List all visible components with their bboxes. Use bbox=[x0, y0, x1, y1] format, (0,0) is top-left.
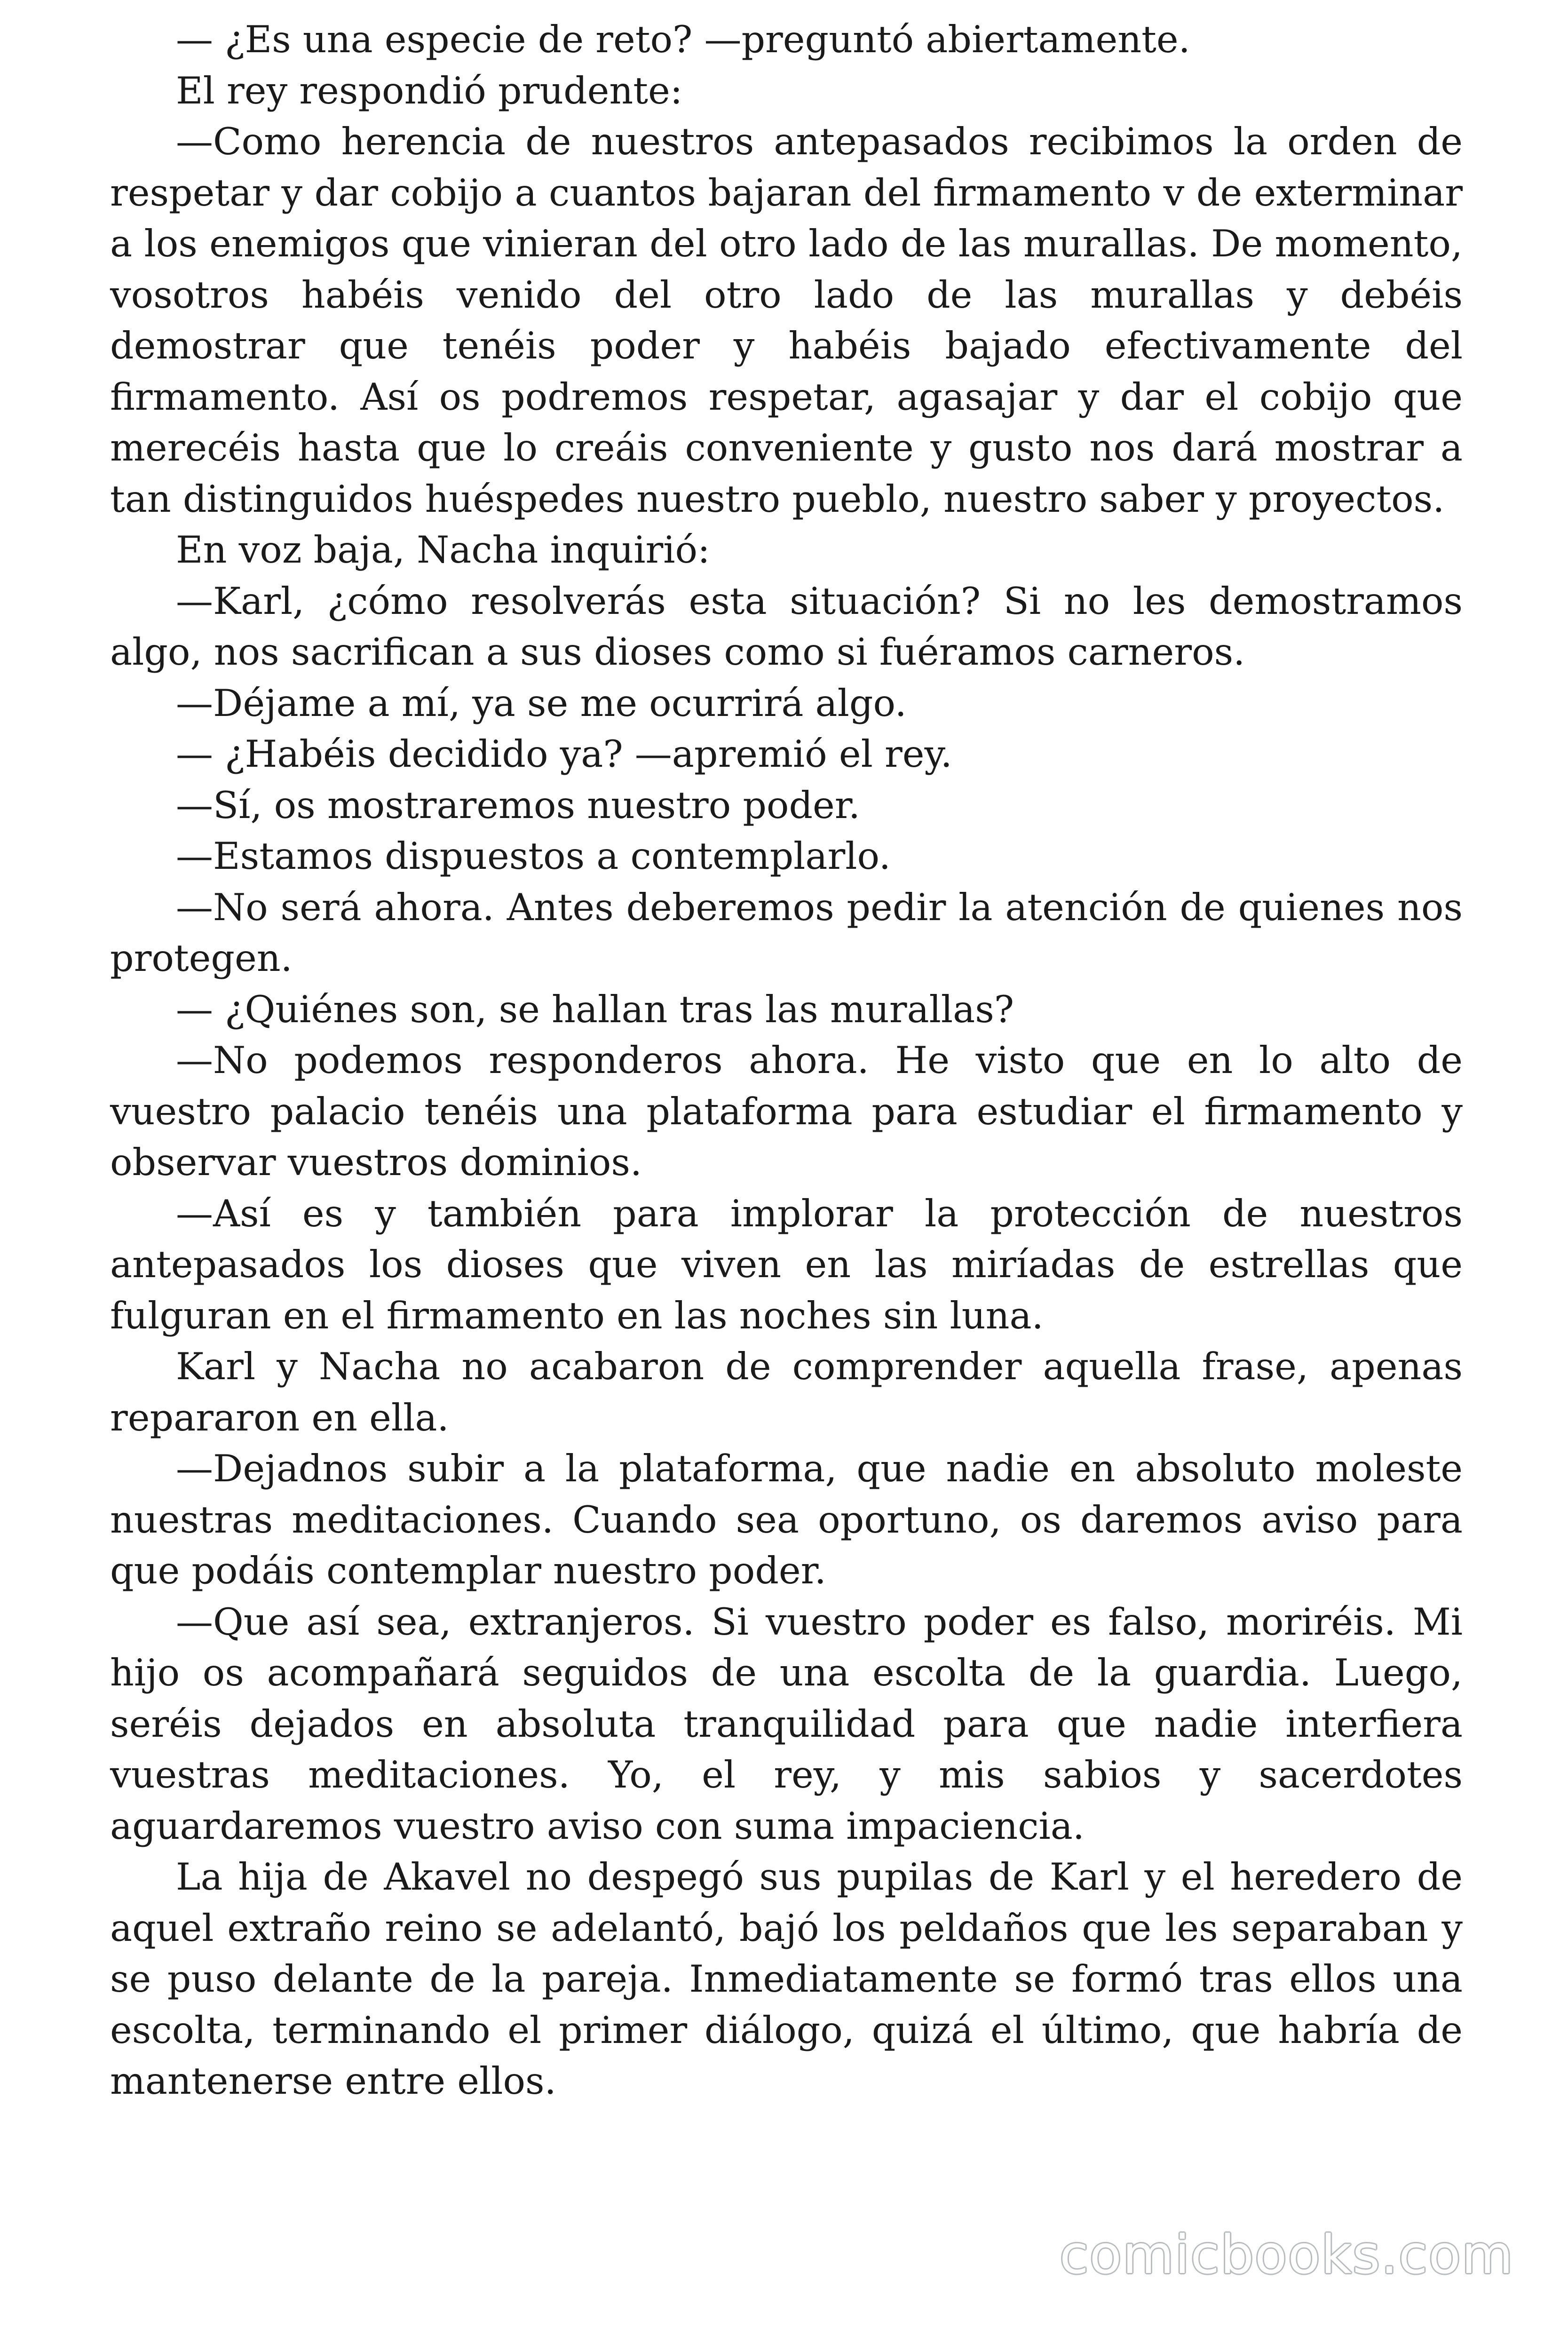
paragraph: —No será ahora. Antes deberemos pedir la atención de quienes nos protegen. bbox=[110, 885, 1463, 980]
paragraph: En voz baja, Nacha inquirió: bbox=[176, 528, 710, 572]
watermark: comicbooks.com bbox=[1059, 2225, 1514, 2286]
paragraph: —Como herencia de nuestros antepasados recibimos la orden de respetar y dar cobijo a cuantos bajaran del firmamento v de exterminar a los enemigos que vinieran del otro lado de las murallas. De momento, vosotros habéis venido del otro lado de las murallas y debéis demostrar que tenéis poder y habéis bajado efectivamente del firmamento. Así os podremos respetar, agasajar y dar el cobijo que merecéis hasta que lo creáis conveniente y gusto nos dará mostrar a tan distinguidos huéspedes nuestro pueblo, nuestro saber y proyectos. bbox=[110, 120, 1463, 521]
paragraph: —Estamos dispuestos a contemplarlo. bbox=[176, 834, 891, 878]
paragraph: —Karl, ¿cómo resolverás esta situación? Si no les demostramos algo, nos sacrifican a sus dioses como si fuéramos carneros. bbox=[110, 579, 1463, 674]
paragraph: El rey respondió prudente: bbox=[176, 69, 683, 112]
paragraph: —Dejadnos subir a la plataforma, que nadie en absoluto moleste nuestras meditaciones. Cuando sea oportuno, os daremos aviso para que podáis contemplar nuestro poder. bbox=[110, 1447, 1463, 1592]
paragraph: — ¿Quiénes son, se hallan tras las murallas? bbox=[176, 987, 1014, 1031]
paragraph: —Sí, os mostraremos nuestro poder. bbox=[176, 783, 860, 827]
paragraph: —Déjame a mí, ya se me ocurrirá algo. bbox=[176, 681, 907, 725]
paragraph: La hija de Akavel no despegó sus pupilas de Karl y el heredero de aquel extraño reino se adelantó, bajó los peldaños que les separaban y se puso delante de la pareja. Inmediatamente se formó tras ellos una escolta, terminando el primer diálogo, quizá el último, que habría de mantenerse entre ellos. bbox=[110, 1855, 1463, 2103]
paragraph: — ¿Es una especie de reto? —preguntó abiertamente. bbox=[176, 18, 1190, 61]
body-text bbox=[110, 14, 1463, 2107]
paragraph: —Así es y también para implorar la protección de nuestros antepasados los dioses que viven en las miríadas de estrellas que fulguran en el firmamento en las noches sin luna. bbox=[110, 1192, 1463, 1337]
paragraph: —No podemos responderos ahora. He visto que en lo alto de vuestro palacio tenéis una plataforma para estudiar el firmamento y observar vuestros dominios. bbox=[110, 1039, 1463, 1184]
paragraph: —Que así sea, extranjeros. Si vuestro poder es falso, moriréis. Mi hijo os acompañará seguidos de una escolta de la guardia. Luego, seréis dejados en absoluta tranquilidad para que nadie interfiera vuestras meditaciones. Yo, el rey, y mis sabios y sacerdotes aguardaremos vuestro aviso con suma impaciencia. bbox=[110, 1600, 1463, 1848]
paragraph: Karl y Nacha no acabaron de comprender aquella frase, apenas repararon en ella. bbox=[110, 1345, 1463, 1439]
paragraph: — ¿Habéis decidido ya? —apremió el rey. bbox=[176, 732, 952, 776]
